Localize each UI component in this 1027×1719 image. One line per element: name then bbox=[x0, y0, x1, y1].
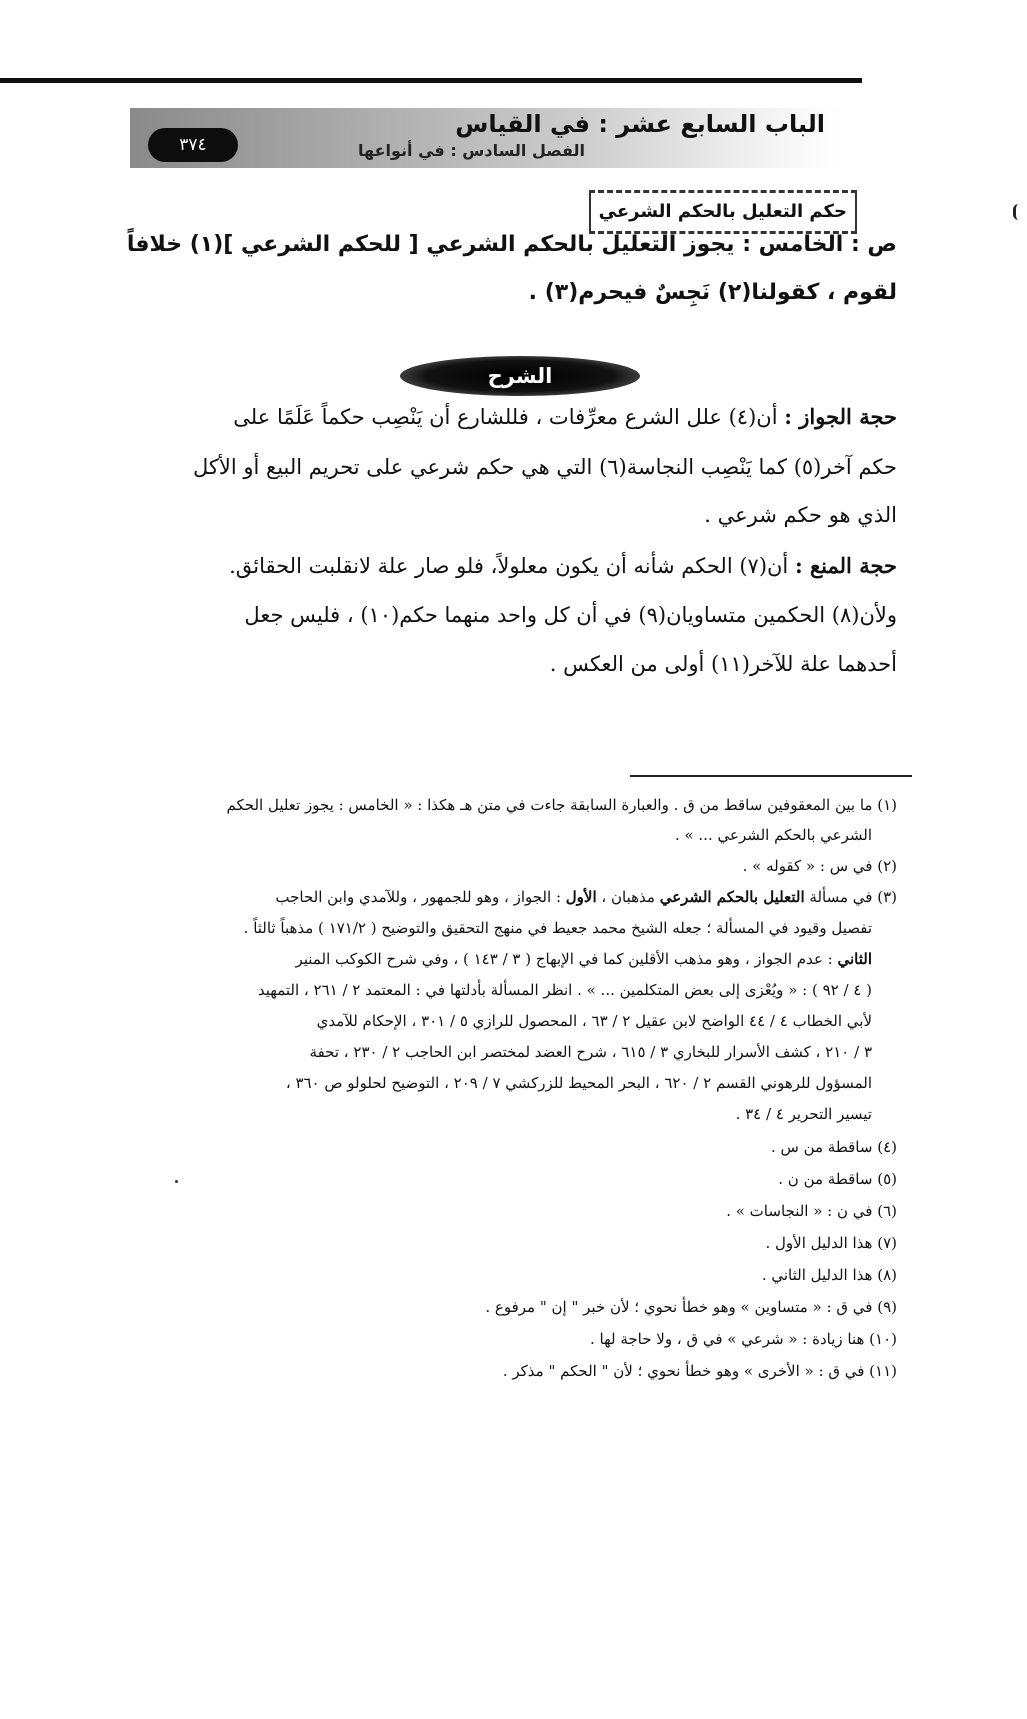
footnote-2: (٢) في س : « كقوله » . bbox=[742, 857, 897, 875]
paragraph-1-line-3: الذي هو حكم شرعي . bbox=[704, 503, 897, 527]
footnote-separator bbox=[630, 775, 912, 777]
fn-text: مذهبان ، bbox=[596, 888, 660, 906]
paragraph-3-line-1: ولأن(٨) الحكمين متساويان(٩) في أن كل واحد منهما حكم(١٠) ، فليس جعل bbox=[244, 603, 897, 627]
paragraph-3-line-2: أحدهما علة للآخر(١١) أولى من العكس . bbox=[549, 652, 897, 676]
page-number: ٣٧٤ bbox=[148, 128, 238, 162]
fn-bold: التعليل بالحكم الشرعي bbox=[659, 888, 805, 906]
chapter-title: الباب السابع عشر : في القياس bbox=[455, 110, 825, 138]
fn-text: : عدم الجواز ، وهو مذهب الأقلين كما في الإبهاج ( ٣ / ١٤٣ ) ، وفي شرح الكوكب المنير bbox=[295, 950, 838, 968]
footnote-1-line-2: الشرعي بالحكم الشرعي ... » . bbox=[674, 826, 872, 844]
footnote-1-line-1: (١) ما بين المعقوفين ساقط من ق . والعبارة السابقة جاءت في متن هـ هكذا : « الخامس : يجوز تعليل الحكم bbox=[226, 796, 897, 814]
footnote-3-line-4: ( ٤ / ٩٢ ) : « ويُعْزى إلى بعض المتكلمين ... » . انظر المسألة بأدلتها في : المعتمد ٢ / ٢٦١ ، التمهيد bbox=[257, 981, 872, 999]
footnote-3-line-5: لأبي الخطاب ٤ / ٤٤ الواضح لابن عقيل ٢ / ٦٣ ، المحصول للرازي ٥ / ٣٠١ ، الإحكام للآمدي bbox=[316, 1012, 872, 1030]
paragraph-text: أن(٧) الحكم شأنه أن يكون معلولاً، فلو صار علة لانقلبت الحقائق. bbox=[229, 554, 795, 578]
sharh-heading: الشرح bbox=[400, 356, 640, 396]
footnote-3-line-8: تيسير التحرير ٤ / ٣٤ . bbox=[735, 1105, 872, 1123]
rule-line-1: ص : الخامس : يجوز التعليل بالحكم الشرعي [ للحكم الشرعي ](١) خلافاً bbox=[126, 232, 897, 257]
fn-bold: الأول bbox=[565, 888, 597, 906]
paragraph-text: أن(٤) علل الشرع معرِّفات ، فللشارع أن يَنْصِب حكماً عَلَمًا على bbox=[233, 405, 785, 429]
footnote-6: (٦) في ن : « النجاسات » . bbox=[726, 1202, 897, 1220]
rule-line-2: لقوم ، كقولنا(٢) نَجِسٌ فيحرم(٣) . bbox=[528, 280, 897, 305]
section-title: الفصل السادس : في أنواعها bbox=[358, 141, 585, 160]
paragraph-1-line-2: حكم آخر(٥) كما يَنْصِب النجاسة(٦) التي هي حكم شرعي على تحريم البيع أو الأكل bbox=[193, 455, 897, 479]
edge-mark bbox=[1013, 204, 1024, 220]
footnote-3-line-3 bbox=[296, 950, 873, 968]
footnote-11: (١١) في ق : « الأخرى » وهو خطأ نحوي ؛ لأن " الحكم " مذكر . bbox=[502, 1362, 897, 1380]
footnote-3-line-1 bbox=[275, 888, 897, 906]
paragraph-2-line-1 bbox=[229, 553, 897, 578]
footnote-9: (٩) في ق : « متساوين » وهو خطأ نحوي ؛ لأن خبر " إن " مرفوع . bbox=[485, 1298, 897, 1316]
footnote-4: (٤) ساقطة من س . bbox=[770, 1138, 897, 1156]
paragraph-1-line-1 bbox=[233, 404, 897, 429]
footnote-3-line-2: تفصيل وقيود في المسألة ؛ جعله الشيخ محمد جعيط في منهج التحقيق والتوضيح ( ١٧١/٢ ) مذهباً ثالثاً . bbox=[243, 919, 872, 937]
scan-speck bbox=[175, 1180, 178, 1183]
footnote-8: (٨) هذا الدليل الثاني . bbox=[761, 1266, 897, 1284]
footnote-7: (٧) هذا الدليل الأول . bbox=[765, 1234, 897, 1252]
fn-text: : الجواز ، وهو للجمهور ، وللآمدي وابن الحاجب bbox=[275, 888, 566, 906]
footnote-3-line-6: ٣ / ٢١٠ ، كشف الأسرار للبخاري ٣ / ٦١٥ ، شرح العضد لمختصر ابن الحاجب ٢ / ٢٣٠ ، تحفة bbox=[309, 1043, 872, 1061]
fn-bold: الثاني bbox=[837, 950, 872, 968]
footnote-5: (٥) ساقطة من ن . bbox=[778, 1170, 897, 1188]
footnote-10: (١٠) هنا زيادة : « شرعي » في ق ، ولا حاجة لها . bbox=[590, 1330, 897, 1348]
fn-text: (٣) في مسألة bbox=[804, 888, 897, 906]
footnote-3-line-7: المسؤول للرهوني القسم ٢ / ٦٢٠ ، البحر المحيط للزركشي ٧ / ٢٠٩ ، التوضيح لحلولو ص ٣٦٠ ، bbox=[285, 1074, 872, 1092]
topic-tag: حكم التعليل بالحكم الشرعي bbox=[589, 190, 857, 234]
argument-against-label: حجة المنع : bbox=[794, 553, 897, 578]
argument-for-label: حجة الجواز : bbox=[784, 404, 897, 429]
top-rule bbox=[0, 78, 862, 83]
